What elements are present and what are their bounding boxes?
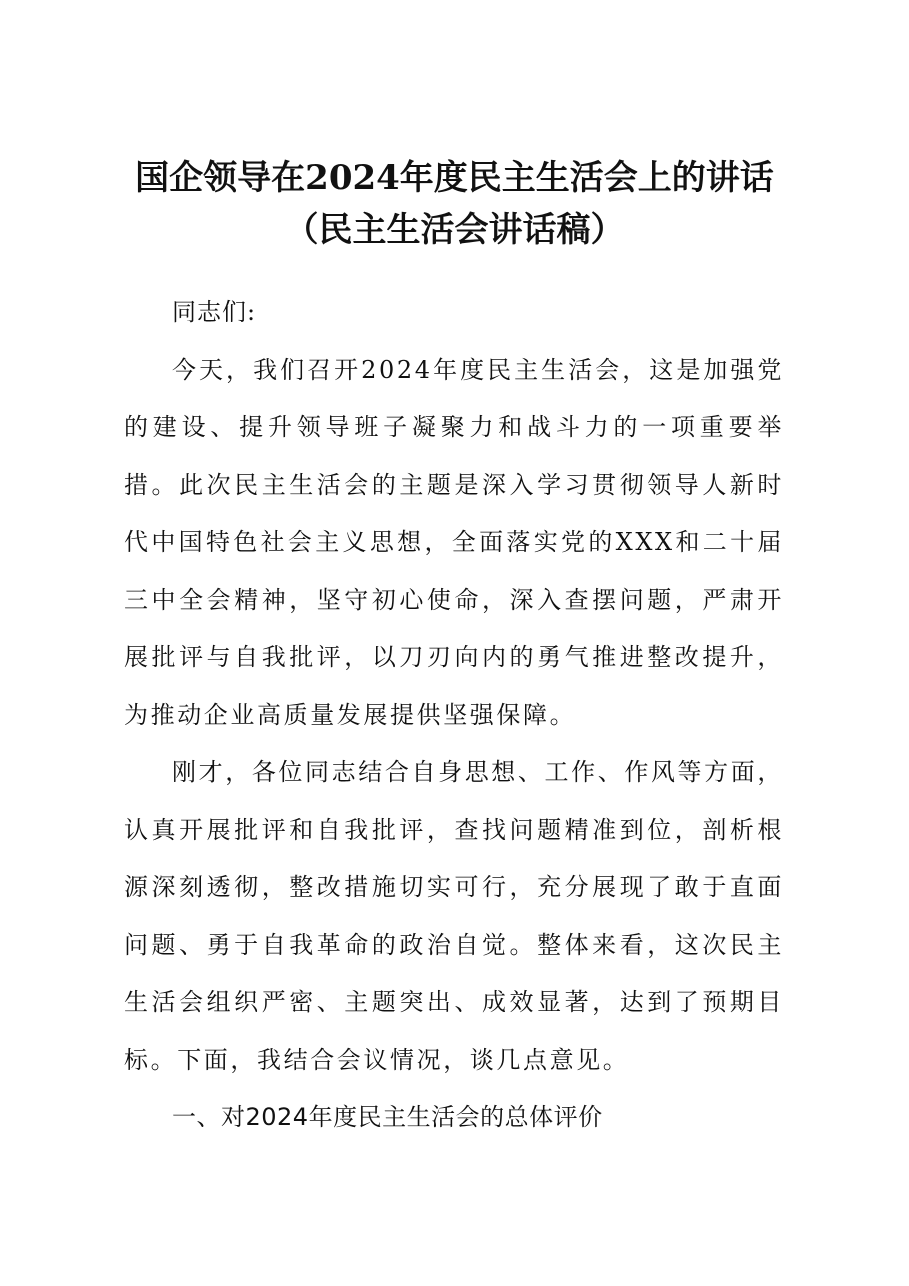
paragraph-1: 今天，我们召开2024年度民主生活会，这是加强党的建设、提升领导班子凝聚力和战斗力的一项重要举措。此次民主生活会的主题是深入学习贯彻领导人新时代中国特色社会主义思想，全面落实党的XXX和二十届三中全会精神，坚守初心使命，深入查摆问题，严肃开展批评与自我批评，以刀刃向内的勇气推进整改提升，为推动企业高质量发展提供坚强保障。 <box>124 355 784 729</box>
salutation: 同志们: <box>172 298 257 326</box>
title-line-1: 国企领导在2024年度民主生活会上的讲话 <box>135 158 774 198</box>
document-body <box>124 284 784 1147</box>
document-title <box>0 152 909 256</box>
section-heading: 一、对2024年度民主生活会的总体评价 <box>172 1103 603 1131</box>
paragraph-2: 刚才，各位同志结合自身思想、工作、作风等方面，认真开展批评和自我批评，查找问题精准到位，剖析根源深刻透彻，整改措施切实可行，充分展现了敢于直面问题、勇于自我革命的政治自觉。整体来看，这次民主生活会组织严密、主题突出、成效显著，达到了预期目标。下面，我结合会议情况，谈几点意见。 <box>124 758 784 1074</box>
title-line-2: （民主生活会讲话稿） <box>284 210 625 250</box>
